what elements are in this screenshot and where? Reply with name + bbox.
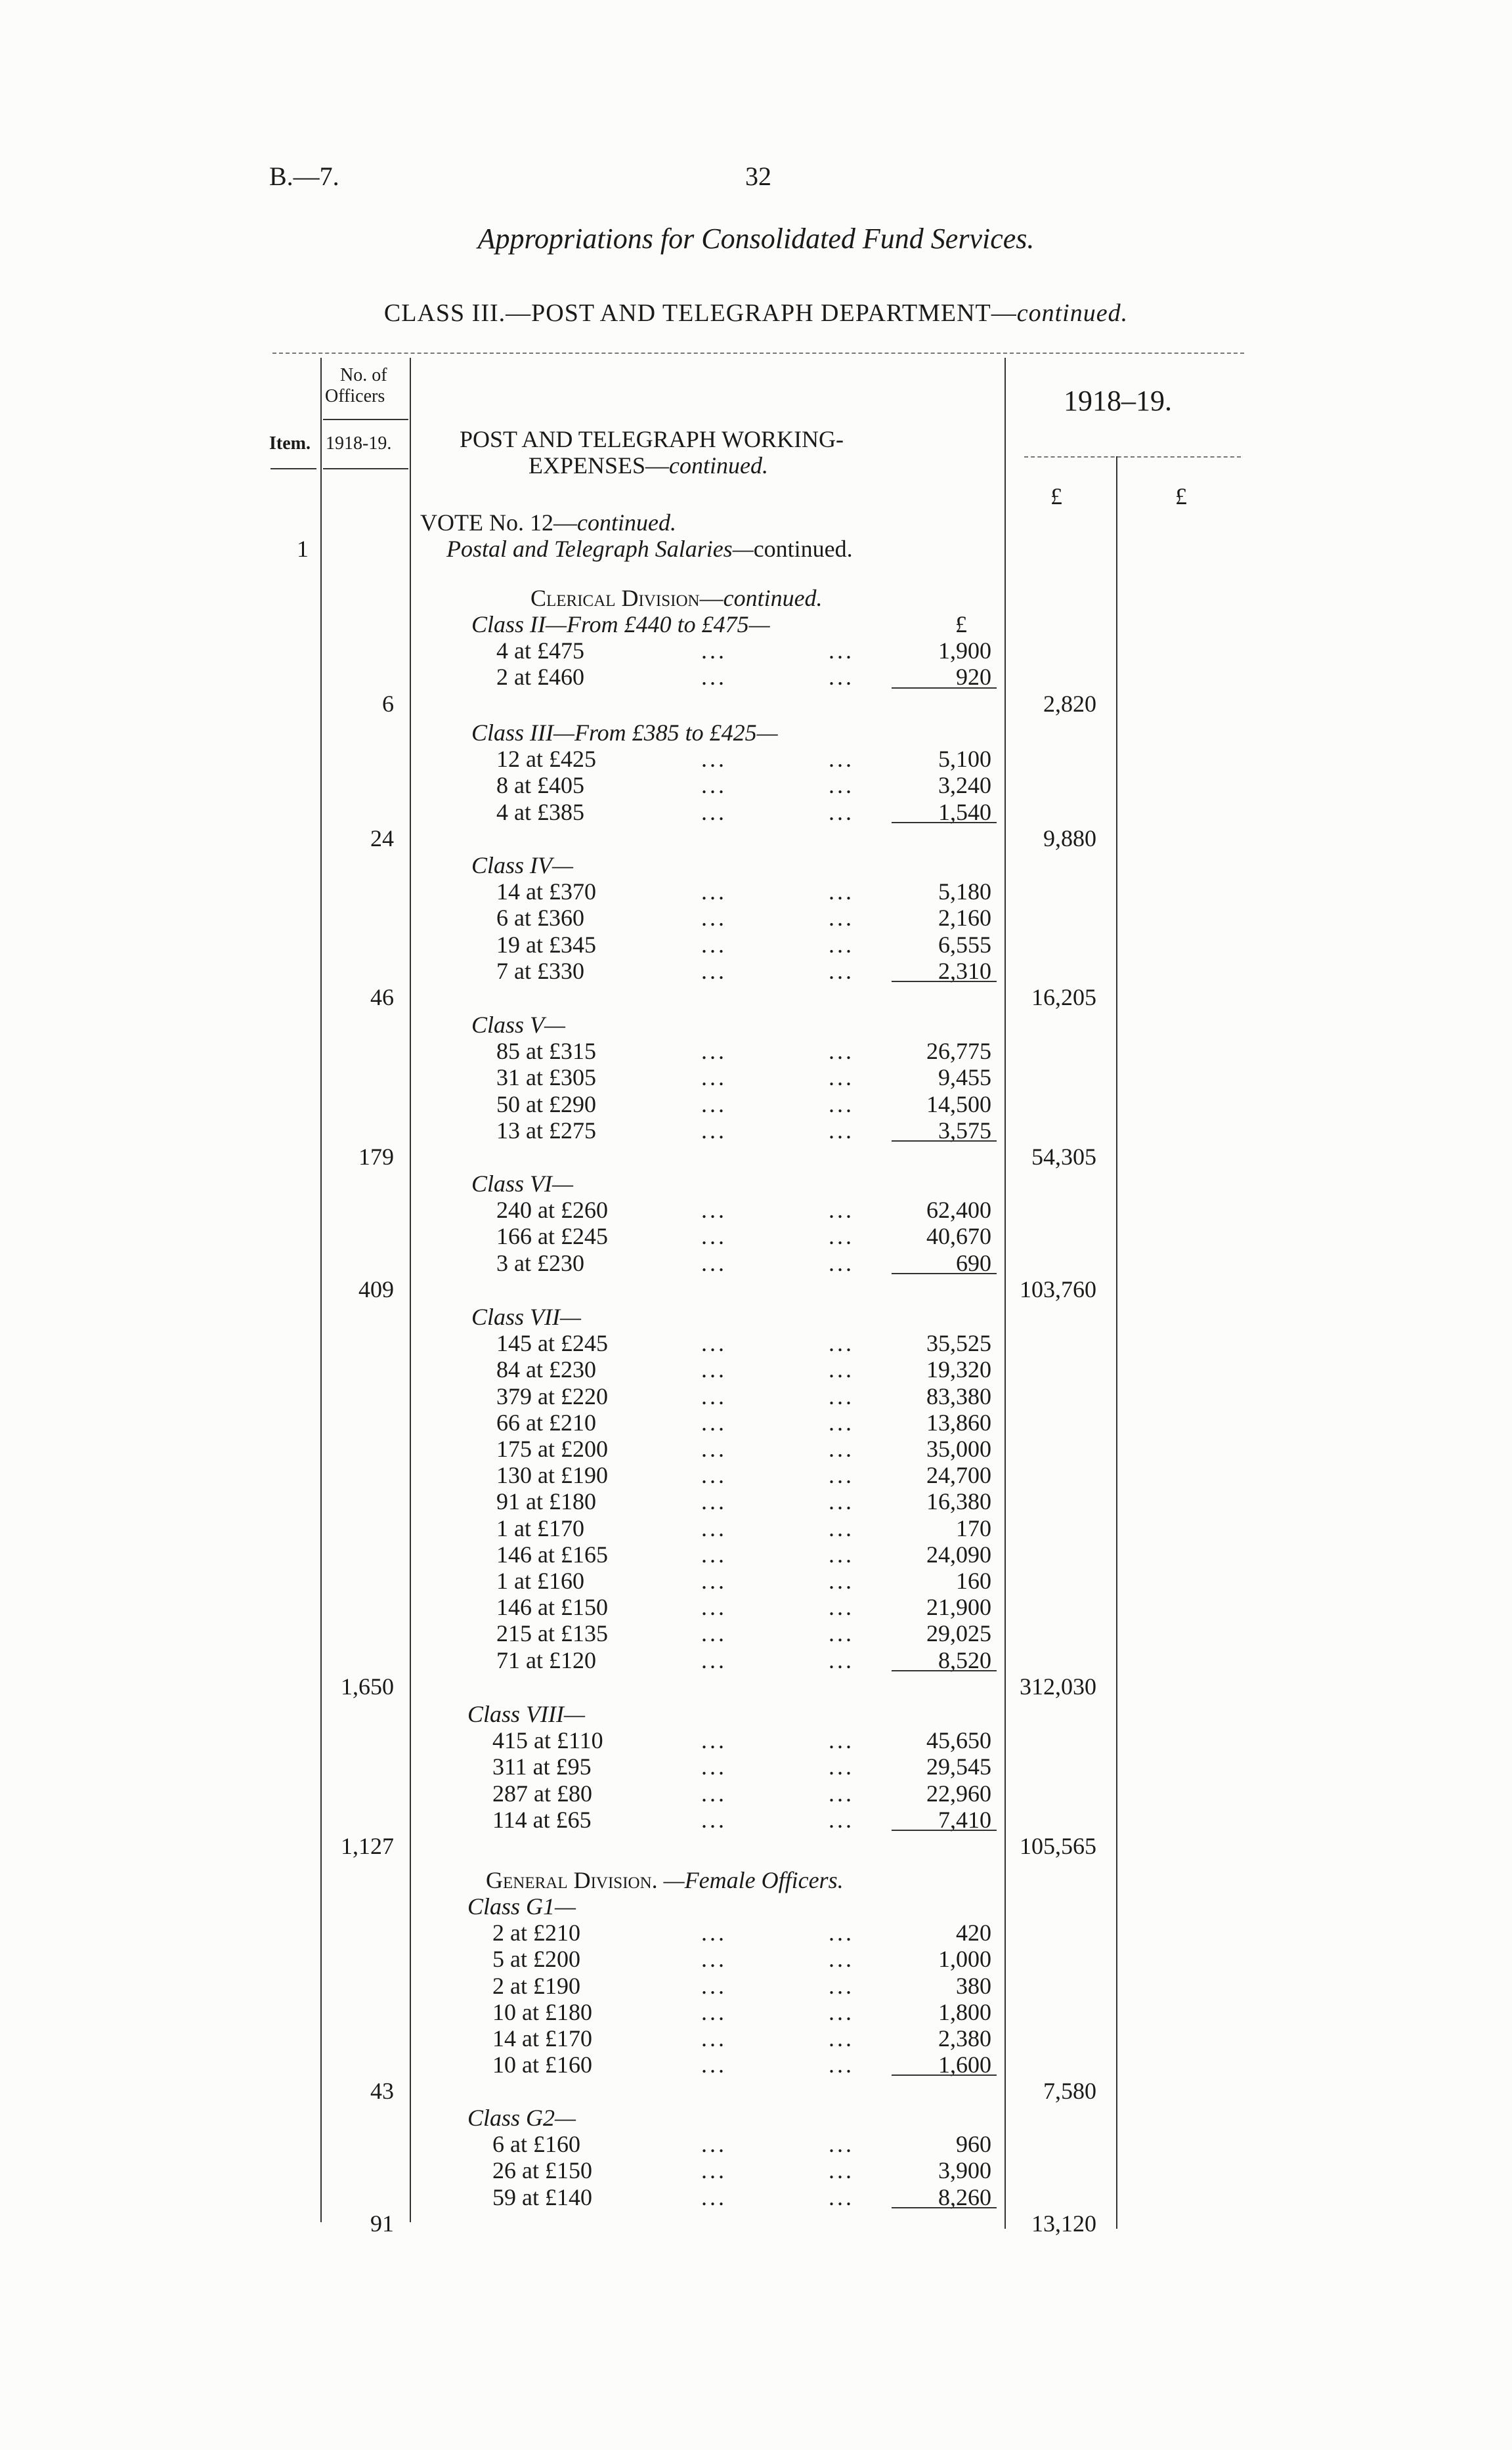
class-total: 105,565 xyxy=(1020,1833,1096,1859)
leader-dots: ... xyxy=(701,2183,727,2210)
leader-dots: ... xyxy=(829,1090,854,1117)
rate-label: 240 at £260 xyxy=(496,1197,608,1224)
officer-count: 6 xyxy=(382,690,394,717)
rate-amount: 160 xyxy=(956,1568,991,1594)
class-heading xyxy=(0,299,1512,328)
class-total: 103,760 xyxy=(1020,1276,1096,1302)
class-heading-suffix: continued. xyxy=(1016,299,1129,327)
rate-amount: 29,025 xyxy=(926,1620,991,1647)
class-title: Class V— xyxy=(471,1012,566,1038)
year-header-rule xyxy=(1024,456,1241,458)
rate-label: 3 at £230 xyxy=(496,1249,584,1276)
leader-dots: ... xyxy=(829,1383,854,1409)
total-column-rule xyxy=(1116,456,1117,2229)
leader-dots: ... xyxy=(701,1356,727,1383)
class-total: 2,820 xyxy=(1043,690,1096,717)
rate-amount: 2,160 xyxy=(938,905,991,932)
rate-label: 287 at £80 xyxy=(492,1780,592,1807)
leader-dots: ... xyxy=(829,1409,854,1436)
class-heading-main: CLASS III.—POST AND TELEGRAPH DEPARTMENT— xyxy=(383,299,1017,327)
leader-dots: ... xyxy=(701,1753,727,1780)
vote-item-number: 1 xyxy=(297,536,309,562)
rate-label: 2 at £460 xyxy=(496,664,584,691)
leader-dots: ... xyxy=(829,1356,854,1383)
leader-dots: ... xyxy=(829,2025,854,2052)
rate-amount: 40,670 xyxy=(926,1223,991,1250)
class-title: Class VI— xyxy=(471,1171,574,1197)
leader-dots: ... xyxy=(701,1998,727,2025)
leader-dots: ... xyxy=(701,1920,727,1946)
rate-label: 1 at £160 xyxy=(496,1568,584,1594)
item-column-header: Item. xyxy=(269,433,311,454)
rate-label: 7 at £330 xyxy=(496,957,584,984)
rate-label: 91 at £180 xyxy=(496,1488,596,1515)
rate-label: 59 at £140 xyxy=(492,2183,592,2210)
rate-label: 6 at £360 xyxy=(496,905,584,932)
rate-label: 71 at £120 xyxy=(496,1646,596,1673)
leader-dots: ... xyxy=(701,1249,727,1276)
rate-amount: 35,525 xyxy=(926,1330,991,1357)
leader-dots: ... xyxy=(701,1646,727,1673)
rate-amount: 1,600 xyxy=(938,2052,991,2078)
rate-amount: 24,700 xyxy=(926,1462,991,1489)
leader-dots: ... xyxy=(829,1223,854,1250)
rate-label: 8 at £405 xyxy=(496,772,584,799)
vote-subheading: Postal and Telegraph Salaries—continued. xyxy=(446,536,853,562)
leader-dots: ... xyxy=(829,1197,854,1224)
class-total: 9,880 xyxy=(1043,825,1096,851)
leader-dots: ... xyxy=(701,1568,727,1594)
leader-dots: ... xyxy=(829,931,854,958)
leader-dots: ... xyxy=(701,2025,727,2052)
class-total: 16,205 xyxy=(1031,984,1096,1010)
officer-count: 1,650 xyxy=(341,1673,394,1700)
rate-amount: 29,545 xyxy=(926,1753,991,1780)
rate-amount: 3,575 xyxy=(938,1117,991,1144)
leader-dots: ... xyxy=(701,1806,727,1833)
officer-count: 409 xyxy=(358,1276,394,1302)
rate-amount: 22,960 xyxy=(926,1780,991,1807)
pound-column-1: £ xyxy=(1050,483,1062,509)
rate-amount: 6,555 xyxy=(938,931,991,958)
leader-dots: ... xyxy=(829,878,854,905)
class-title: Class G1— xyxy=(467,1893,576,1920)
class-title: Class VII— xyxy=(471,1304,582,1330)
rate-label: 26 at £150 xyxy=(492,2157,592,2184)
rate-amount: 690 xyxy=(956,1249,991,1276)
rate-amount: 5,180 xyxy=(938,878,991,905)
leader-dots: ... xyxy=(829,2157,854,2184)
officers-year-header: 1918-19. xyxy=(326,433,392,454)
leader-dots: ... xyxy=(701,746,727,773)
rate-amount: 1,000 xyxy=(938,1946,991,1973)
leader-dots: ... xyxy=(701,1436,727,1462)
rate-amount: 62,400 xyxy=(926,1197,991,1224)
leader-dots: ... xyxy=(701,1223,727,1250)
leader-dots: ... xyxy=(829,1462,854,1489)
leader-dots: ... xyxy=(701,1330,727,1357)
leader-dots: ... xyxy=(829,1117,854,1144)
class-title: Class IV— xyxy=(471,852,574,878)
rate-label: 5 at £200 xyxy=(492,1946,580,1973)
leader-dots: ... xyxy=(829,957,854,984)
leader-dots: ... xyxy=(829,746,854,773)
leader-dots: ... xyxy=(701,1038,727,1065)
rate-label: 84 at £230 xyxy=(496,1356,596,1383)
description-header-line2: EXPENSES—continued. xyxy=(529,452,768,479)
leader-dots: ... xyxy=(701,772,727,799)
rate-amount: 8,260 xyxy=(938,2183,991,2210)
rate-amount: 9,455 xyxy=(938,1064,991,1091)
pound-sign: £ xyxy=(955,611,967,637)
subtotal-rule xyxy=(892,1670,997,1671)
rate-amount: 8,520 xyxy=(938,1646,991,1673)
officer-count: 24 xyxy=(370,825,394,851)
subtotal-rule xyxy=(892,2074,997,2076)
rate-label: 146 at £150 xyxy=(496,1594,608,1621)
officers-header-rule xyxy=(323,419,408,420)
officers-column-rule xyxy=(410,358,411,2222)
clerical-division-heading: Clerical Division—continued. xyxy=(530,585,823,611)
table-top-rule xyxy=(272,353,1244,354)
page-number: 32 xyxy=(745,161,771,191)
leader-dots: ... xyxy=(829,1946,854,1973)
leader-dots: ... xyxy=(701,1620,727,1647)
rate-label: 31 at £305 xyxy=(496,1064,596,1091)
leader-dots: ... xyxy=(829,1806,854,1833)
rate-amount: 2,380 xyxy=(938,2025,991,2052)
rate-label: 4 at £475 xyxy=(496,637,584,664)
rate-label: 415 at £110 xyxy=(492,1727,603,1754)
leader-dots: ... xyxy=(701,1197,727,1224)
rate-label: 14 at £370 xyxy=(496,878,596,905)
rate-label: 12 at £425 xyxy=(496,746,596,773)
rate-amount: 21,900 xyxy=(926,1594,991,1621)
leader-dots: ... xyxy=(829,2052,854,2078)
leader-dots: ... xyxy=(701,1090,727,1117)
leader-dots: ... xyxy=(829,1972,854,1999)
class-title: Class III—From £385 to £425— xyxy=(471,720,778,746)
leader-dots: ... xyxy=(701,878,727,905)
leader-dots: ... xyxy=(829,2183,854,2210)
rate-amount: 13,860 xyxy=(926,1409,991,1436)
leader-dots: ... xyxy=(701,2131,727,2158)
rate-label: 10 at £160 xyxy=(492,2052,592,2078)
rate-label: 19 at £345 xyxy=(496,931,596,958)
leader-dots: ... xyxy=(701,957,727,984)
officer-count: 1,127 xyxy=(341,1833,394,1859)
rate-amount: 5,100 xyxy=(938,746,991,773)
rate-label: 145 at £245 xyxy=(496,1330,608,1357)
subtotal-rule xyxy=(892,822,997,823)
rate-label: 166 at £245 xyxy=(496,1223,608,1250)
rate-label: 1 at £170 xyxy=(496,1515,584,1541)
section-heading: General Division. —Female Officers. xyxy=(486,1866,844,1893)
leader-dots: ... xyxy=(829,1330,854,1357)
rate-label: 13 at £275 xyxy=(496,1117,596,1144)
leader-dots: ... xyxy=(829,1249,854,1276)
leader-dots: ... xyxy=(829,1541,854,1568)
leader-dots: ... xyxy=(829,1727,854,1754)
leader-dots: ... xyxy=(701,1488,727,1515)
leader-dots: ... xyxy=(701,2052,727,2078)
leader-dots: ... xyxy=(829,2131,854,2158)
leader-dots: ... xyxy=(829,1038,854,1065)
rate-label: 2 at £210 xyxy=(492,1920,580,1946)
rate-label: 146 at £165 xyxy=(496,1541,608,1568)
class-total: 312,030 xyxy=(1020,1673,1096,1700)
leader-dots: ... xyxy=(829,798,854,825)
officer-count: 43 xyxy=(370,2078,394,2105)
officer-count: 46 xyxy=(370,984,394,1010)
officer-count: 179 xyxy=(358,1144,394,1170)
page-reference: B.—7. xyxy=(269,161,339,191)
leader-dots: ... xyxy=(701,664,727,691)
leader-dots: ... xyxy=(701,798,727,825)
leader-dots: ... xyxy=(701,1946,727,1973)
subtotal-rule xyxy=(892,1830,997,1831)
rate-amount: 24,090 xyxy=(926,1541,991,1568)
leader-dots: ... xyxy=(829,664,854,691)
subtotal-rule xyxy=(892,687,997,689)
rate-label: 10 at £180 xyxy=(492,1998,592,2025)
year-header: 1918–19. xyxy=(1064,385,1172,417)
rate-amount: 1,540 xyxy=(938,798,991,825)
officers-header-line2: Officers xyxy=(325,386,385,406)
rate-amount: 1,800 xyxy=(938,1998,991,2025)
rate-amount: 3,900 xyxy=(938,2157,991,2184)
leader-dots: ... xyxy=(829,905,854,932)
leader-dots: ... xyxy=(829,1488,854,1515)
leader-dots: ... xyxy=(701,2157,727,2184)
leader-dots: ... xyxy=(701,1972,727,1999)
rate-amount: 45,650 xyxy=(926,1727,991,1754)
class-total: 54,305 xyxy=(1031,1144,1096,1170)
rate-amount: 14,500 xyxy=(926,1090,991,1117)
rate-label: 130 at £190 xyxy=(496,1462,608,1489)
rate-amount: 1,900 xyxy=(938,637,991,664)
class-title: Class II—From £440 to £475— xyxy=(471,611,770,637)
subtotal-rule xyxy=(892,1140,997,1142)
subtotal-rule xyxy=(892,2207,997,2208)
vote-heading: VOTE No. 12—continued. xyxy=(420,509,676,536)
subtotal-rule xyxy=(892,1273,997,1274)
subtotal-rule xyxy=(892,981,997,982)
rate-label: 114 at £65 xyxy=(492,1806,592,1833)
leader-dots: ... xyxy=(829,772,854,799)
leader-dots: ... xyxy=(701,1383,727,1409)
leader-dots: ... xyxy=(829,1064,854,1091)
leader-dots: ... xyxy=(701,1727,727,1754)
rate-amount: 83,380 xyxy=(926,1383,991,1409)
leader-dots: ... xyxy=(829,637,854,664)
leader-dots: ... xyxy=(701,1780,727,1807)
page-title: Appropriations for Consolidated Fund Services. xyxy=(477,223,1035,255)
description-header-line1: POST AND TELEGRAPH WORKING- xyxy=(460,426,844,452)
leader-dots: ... xyxy=(829,1436,854,1462)
rate-amount: 19,320 xyxy=(926,1356,991,1383)
rate-label: 175 at £200 xyxy=(496,1436,608,1462)
leader-dots: ... xyxy=(701,905,727,932)
leader-dots: ... xyxy=(701,1462,727,1489)
leader-dots: ... xyxy=(829,1920,854,1946)
rate-label: 6 at £160 xyxy=(492,2131,580,2158)
rate-amount: 380 xyxy=(956,1972,991,1999)
officers-header-line1: No. of xyxy=(340,365,387,385)
rate-label: 14 at £170 xyxy=(492,2025,592,2052)
rate-amount: 920 xyxy=(956,664,991,691)
rate-label: 4 at £385 xyxy=(496,798,584,825)
leader-dots: ... xyxy=(829,1753,854,1780)
class-title: Class G2— xyxy=(467,2105,576,2131)
rate-amount: 26,775 xyxy=(926,1038,991,1065)
leader-dots: ... xyxy=(701,931,727,958)
rate-amount: 7,410 xyxy=(938,1806,991,1833)
rate-amount: 3,240 xyxy=(938,772,991,799)
leader-dots: ... xyxy=(701,1594,727,1621)
rate-label: 379 at £220 xyxy=(496,1383,608,1409)
officer-count: 91 xyxy=(370,2210,394,2237)
leader-dots: ... xyxy=(829,1594,854,1621)
rate-amount: 170 xyxy=(956,1515,991,1541)
leader-dots: ... xyxy=(829,1568,854,1594)
rate-label: 85 at £315 xyxy=(496,1038,596,1065)
leader-dots: ... xyxy=(829,1780,854,1807)
rate-amount: 960 xyxy=(956,2131,991,2158)
officers-year-rule xyxy=(323,468,408,469)
leader-dots: ... xyxy=(701,1409,727,1436)
leader-dots: ... xyxy=(701,1117,727,1144)
leader-dots: ... xyxy=(829,1515,854,1541)
pound-column-2: £ xyxy=(1175,483,1187,509)
leader-dots: ... xyxy=(829,1998,854,2025)
leader-dots: ... xyxy=(829,1646,854,1673)
rate-amount: 420 xyxy=(956,1920,991,1946)
leader-dots: ... xyxy=(829,1620,854,1647)
leader-dots: ... xyxy=(701,1064,727,1091)
class-total: 13,120 xyxy=(1031,2210,1096,2237)
rate-label: 311 at £95 xyxy=(492,1753,592,1780)
rate-label: 215 at £135 xyxy=(496,1620,608,1647)
rate-amount: 2,310 xyxy=(938,957,991,984)
item-header-rule xyxy=(270,468,316,469)
rate-label: 66 at £210 xyxy=(496,1409,596,1436)
leader-dots: ... xyxy=(701,1515,727,1541)
leader-dots: ... xyxy=(701,1541,727,1568)
class-title: Class VIII— xyxy=(467,1701,585,1727)
rate-amount: 16,380 xyxy=(926,1488,991,1515)
rate-label: 2 at £190 xyxy=(492,1972,580,1999)
rate-label: 50 at £290 xyxy=(496,1090,596,1117)
leader-dots: ... xyxy=(701,637,727,664)
rate-amount: 35,000 xyxy=(926,1436,991,1462)
class-total: 7,580 xyxy=(1043,2078,1096,2105)
